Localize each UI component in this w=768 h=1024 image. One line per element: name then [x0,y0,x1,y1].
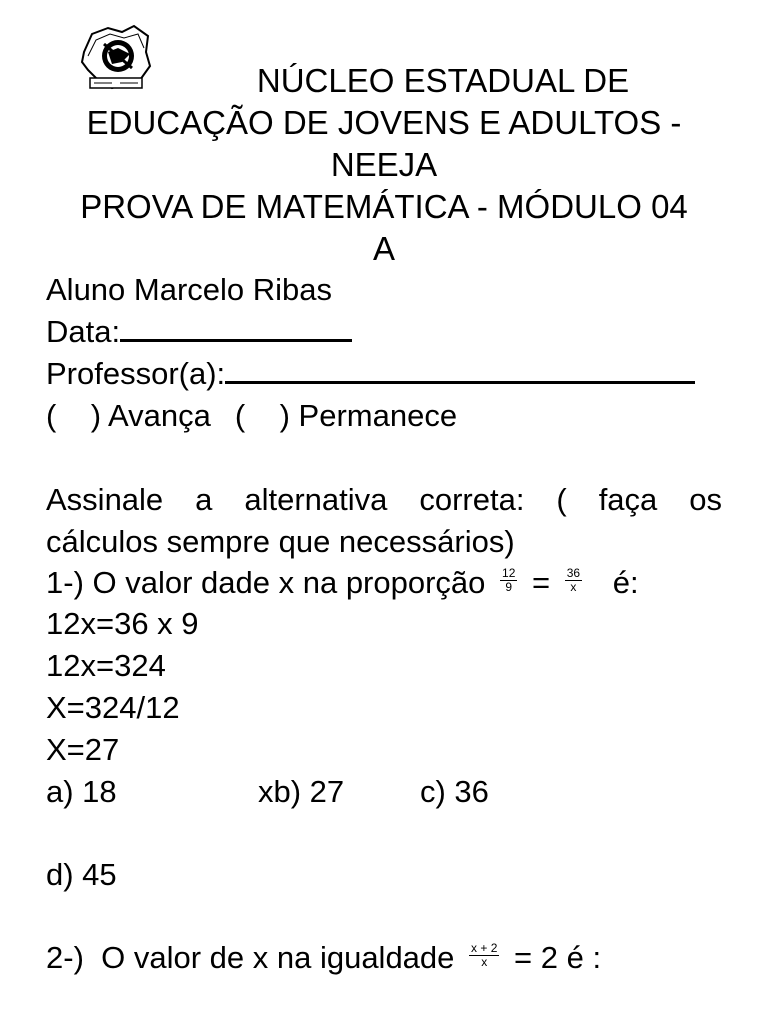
teacher-field[interactable] [225,355,695,384]
teacher-label: Professor(a): [46,356,226,391]
fraction-denominator: 9 [505,580,513,595]
fraction-denominator: x [481,955,488,970]
fraction-x-plus-2-over-x [469,942,499,969]
header-line-1: NÚCLEO ESTADUAL DE [256,62,630,99]
question-2 [46,938,601,978]
question-2-suffix: = 2 é : [514,940,602,975]
fraction-denominator: x [570,580,577,595]
option-d[interactable]: d) 45 [46,857,117,892]
option-b[interactable]: xb) 27 [258,774,345,809]
date-field[interactable] [120,313,352,342]
option-c[interactable]: c) 36 [420,774,489,809]
question-1-text: 1-) O valor dade x na proporção [46,565,486,600]
work-line-1: 12x=36 x 9 [46,606,199,641]
date-row [46,312,352,352]
fraction-36-over-x [565,567,582,594]
teacher-row [46,354,695,394]
instructions-line-2: cálculos sempre que necessários) [46,524,515,559]
option-a[interactable]: a) 18 [46,774,117,809]
instructions-line-1: Assinale a alternativa correta: ( faça os [46,482,722,517]
fraction-numerator: x + 2 [471,941,498,956]
question-1-suffix: é: [612,565,639,600]
remain-checkbox[interactable]: ( ) Permanece [234,398,458,433]
question-1 [46,563,639,603]
fraction-numerator: 12 [502,566,516,581]
header-line-2: EDUCAÇÃO DE JOVENS E ADULTOS - [86,104,682,141]
question-2-text: 2-) O valor de x na igualdade [46,940,455,975]
student-name: Aluno Marcelo Ribas [46,272,333,307]
exam-title: PROVA DE MATEMÁTICA - MÓDULO 04 [80,188,688,225]
result-row [46,396,457,436]
fraction-numerator: 36 [566,566,581,581]
equals-sign: = [532,565,551,600]
advance-checkbox[interactable]: ( ) Avança [46,398,211,433]
fraction-12-over-9 [500,567,517,594]
work-line-2: 12x=324 [46,648,166,683]
date-label: Data: [46,314,121,349]
header-line-3: NEEJA [330,146,438,183]
work-line-4: X=27 [46,732,120,767]
exam-version: A [372,230,395,267]
work-line-3: X=324/12 [46,690,180,725]
